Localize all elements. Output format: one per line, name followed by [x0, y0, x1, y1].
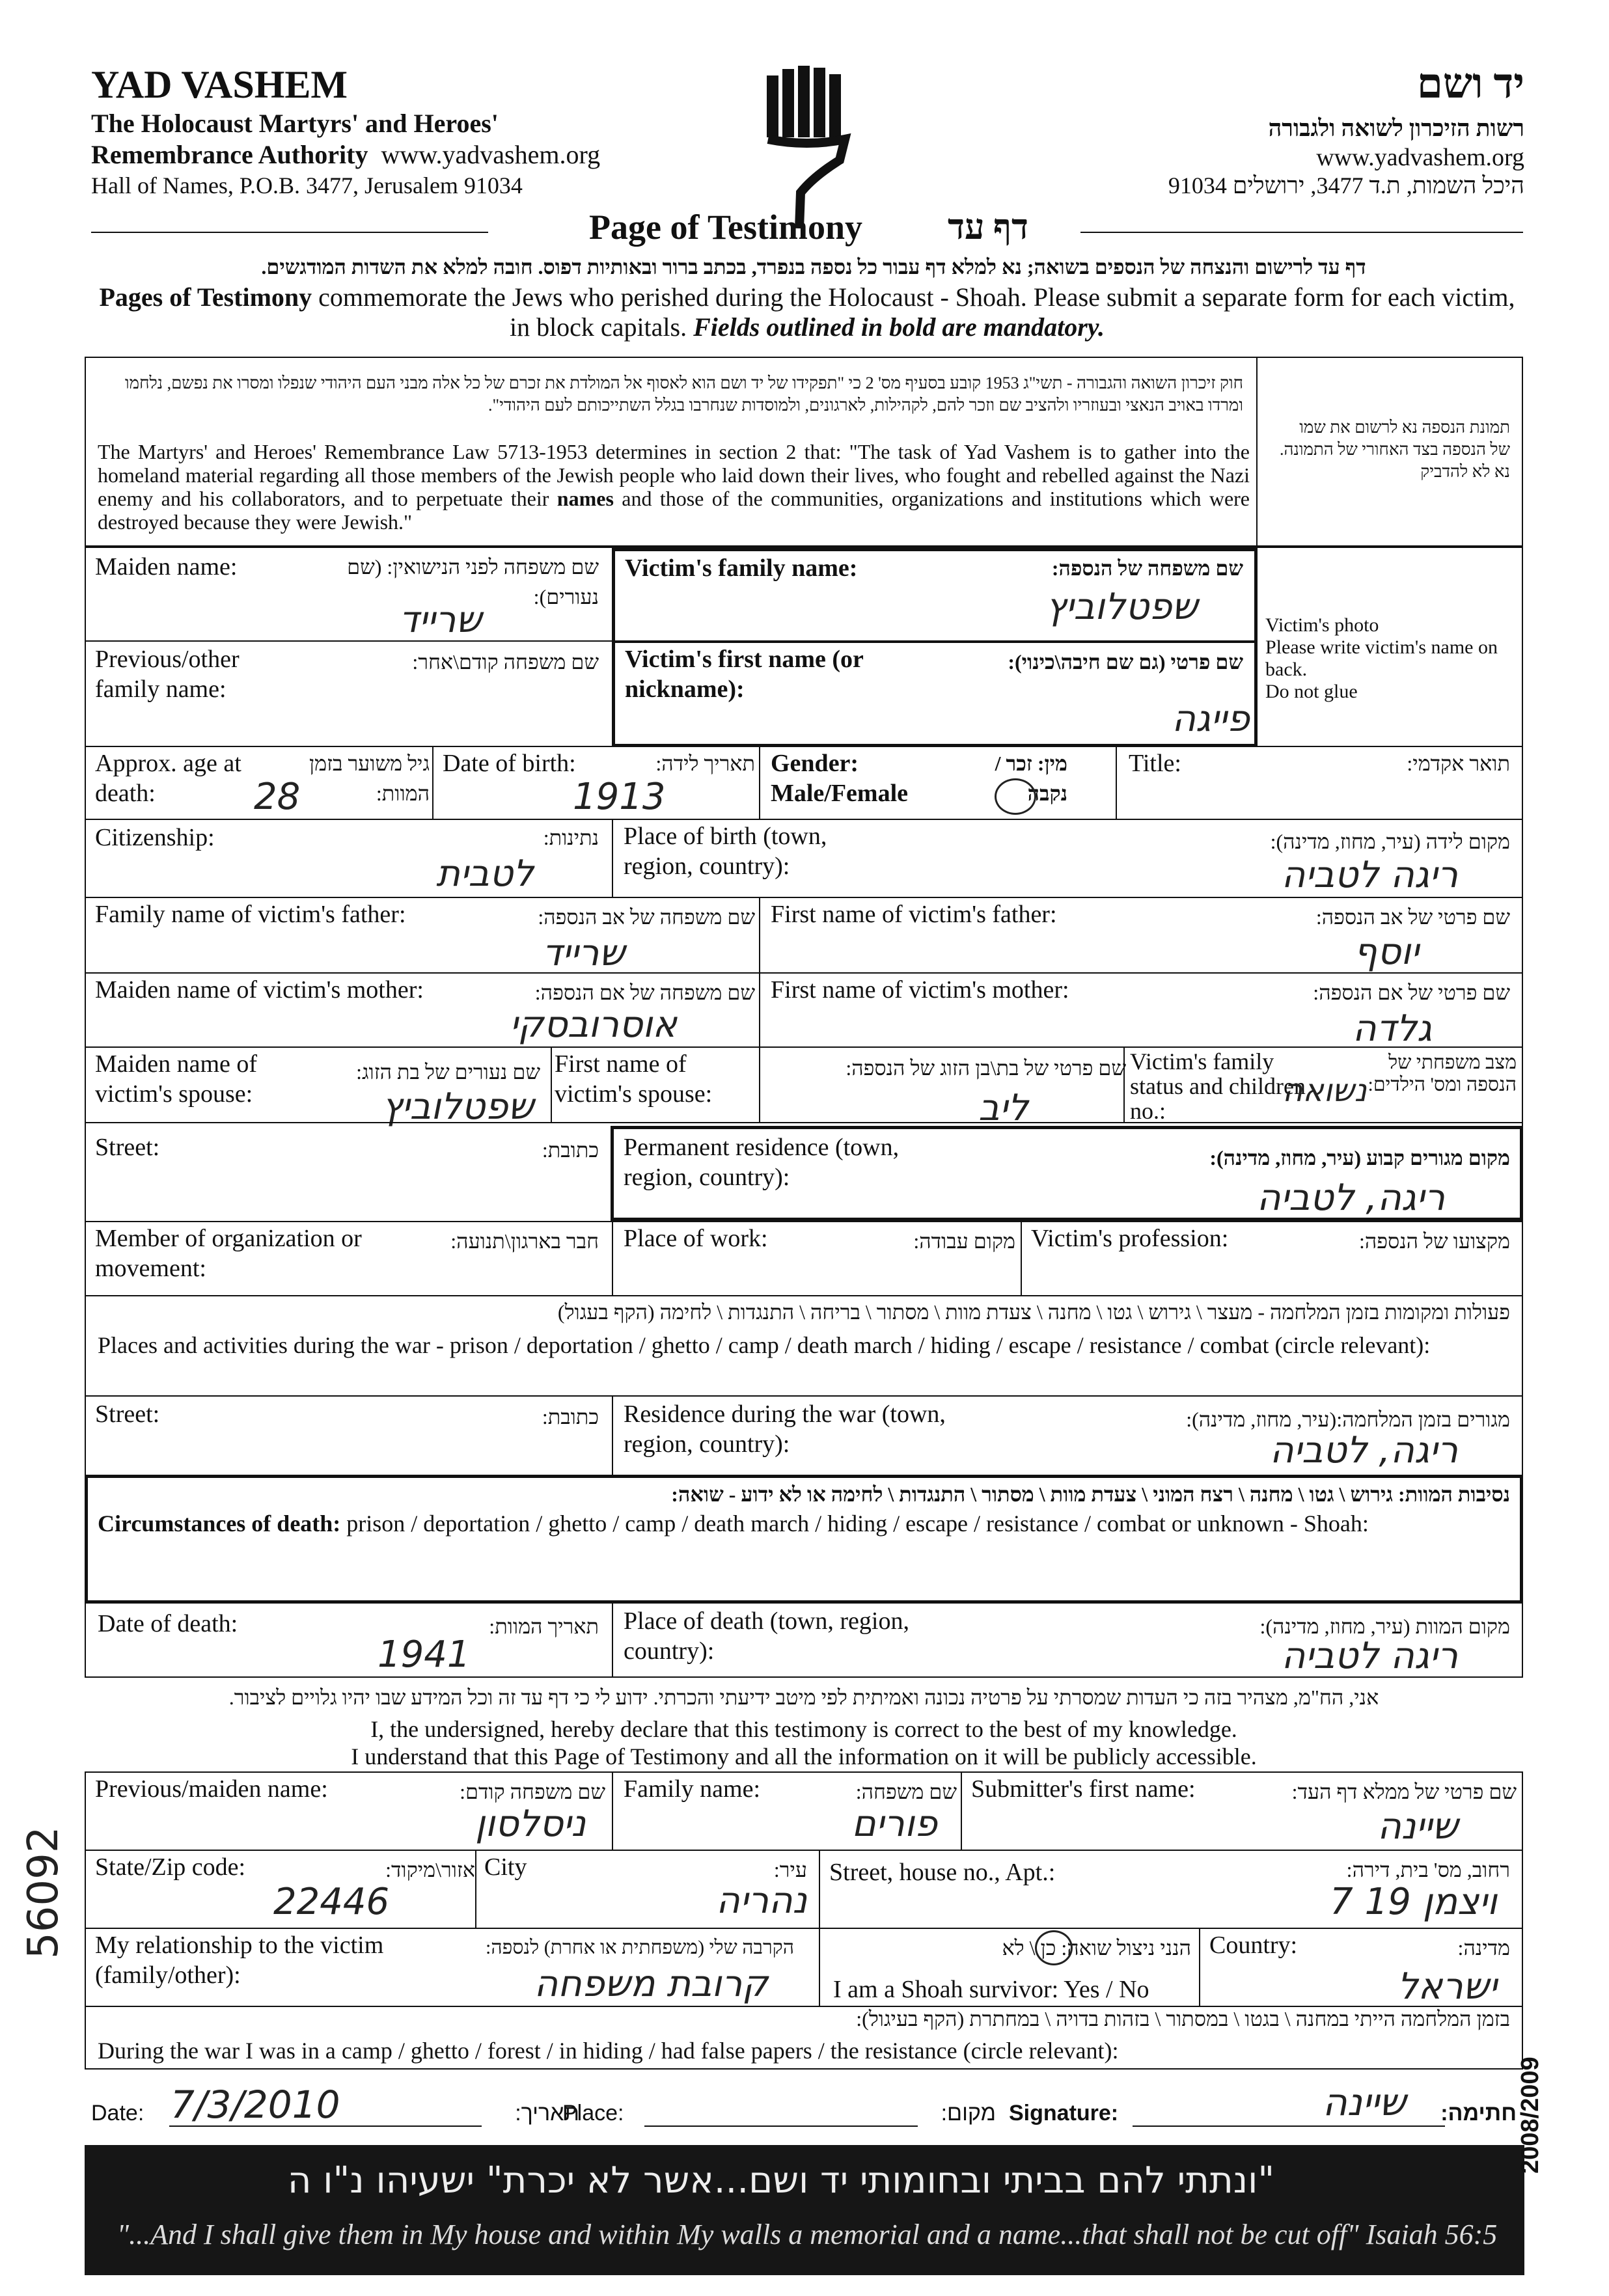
- declaration-en-2: I understand that this Page of Testimony and all the information on it will be publicly accessible.: [351, 1743, 1257, 1770]
- city-value[interactable]: נהריה: [716, 1879, 807, 1922]
- law-en-body: The Martyrs' and Heroes' Remembrance Law 5713-1953 determines in section 2 that: "The task of Yad Vashem is to gather into the homeland material regarding all those members of the Jewish people who laid down their lives, who fought and rebelled against the Nazi enemy and his collaborators, and to perpetuate their: [98, 440, 1250, 510]
- birthplace-label-he: מקום לידה (עיר, מחוז, מדינה):: [1270, 830, 1510, 853]
- sub-row3-div-1: [819, 1928, 820, 2006]
- mother-maiden-value[interactable]: אוסרובסקי: [510, 1004, 677, 1046]
- dob-label: Date of birth:: [443, 750, 576, 777]
- zip-label-he: אזור\מיקוד:: [385, 1858, 475, 1881]
- relationship-value[interactable]: קרובת משפחה: [534, 1963, 768, 2005]
- survivor-circle-icon: [1035, 1930, 1073, 1965]
- street-label-he: כתובת:: [542, 1138, 599, 1162]
- death-place-label: Place of death (town, region, country):: [624, 1607, 909, 1665]
- country-value[interactable]: ישראל: [1397, 1965, 1497, 2008]
- first-name-value[interactable]: פייגה: [1172, 698, 1250, 740]
- row9-div-2: [1021, 1221, 1022, 1295]
- residence-label: Permanent residence (town, region, country):: [624, 1134, 900, 1191]
- activities-en: Places and activities during the war - prison / deportation / ghetto / camp / death march / hiding / escape / resistance / combat (circle relevant):: [98, 1332, 1431, 1358]
- circumstances-en-options: prison / deportation / ghetto / camp / death march / hiding / escape / resistance / combat or unknown - Shoah:: [340, 1510, 1369, 1537]
- row2-bottom: [85, 746, 1523, 747]
- maiden-name-label: Maiden name:: [95, 553, 238, 581]
- row9-bottom: [85, 1295, 1523, 1296]
- intro-en-bold: Pages of Testimony: [99, 282, 312, 312]
- date-value[interactable]: 7/3/2010: [171, 2083, 340, 2127]
- family-status-value[interactable]: נשואה: [1282, 1073, 1367, 1109]
- sub-row1-div-2: [961, 1771, 962, 1850]
- death-place-value[interactable]: ריגה לטביה: [1281, 1635, 1458, 1677]
- birthplace-value[interactable]: ריגה לטביה: [1281, 854, 1458, 896]
- family-name-label-he: שם משפחה של הנספה:: [1051, 556, 1243, 580]
- intro-en: [91, 282, 1523, 342]
- title-label-he: תואר אקדמי:: [1407, 752, 1510, 775]
- submitter-prev-label-he: שם משפחה קודם:: [460, 1780, 605, 1803]
- page-title-en: Page of Testimony: [589, 208, 863, 247]
- death-date-label: Date of death:: [98, 1610, 238, 1637]
- workplace-label-he: מקום עבודה:: [913, 1229, 1015, 1253]
- age-label-he: גיל משוער בזמן המוות:: [309, 752, 430, 805]
- row6-bottom: [85, 1046, 1523, 1048]
- org-subtitle-he: רשות הזיכרון לשואה ולגבורה: [1268, 115, 1524, 141]
- citizenship-label-he: נתינות:: [543, 826, 599, 849]
- spouse-maiden-label-he: שם נעורים של בת הזוג:: [356, 1060, 540, 1084]
- org-authority: Remembrance Authority: [91, 140, 368, 169]
- declaration-he: אני, הח"מ, מצהיר בזה כי העדות שמסרתי על פרטיה נכונה ואמיתית לפי מיטב ידיעתי והכרתי. ידוע לי כי דף עד זה וכל המידע שבו יהיו גלויים לציבור.: [228, 1686, 1379, 1709]
- street-label: Street:: [95, 1134, 160, 1161]
- law-he: חוק זיכרון השואה והגבורה - תשי"ג 1953 קובע בסעיף מס' 2 כי "תפקידו של יד ושם הוא לאסוף אל המולדת את זכרם של כל אלה מבני העם היהודי שנפלו ומסרו את נפשם, נלחמו ומרדו באויב הנאצי ובעוזריו ולהציב שם וזכר להם, לקהילות, לארגונים, ולמוסדות שנחרבו בגלל השתייכותם לעם היהודי".: [125, 374, 1243, 415]
- family-name-label: Victim's family name:: [625, 554, 858, 582]
- age-value[interactable]: 28: [254, 776, 301, 818]
- mother-maiden-label-he: שם משפחה של אם הנספה:: [534, 981, 755, 1004]
- father-first-label-he: שם פרטי של אב הנספה:: [1315, 905, 1510, 929]
- page-title-he: דף עד: [948, 208, 1028, 247]
- submitter-war-en: During the war I was in a camp / ghetto / forest / in hiding / had false papers / the resistance (circle relevant):: [98, 2038, 1119, 2064]
- intro-he: דף עד לרישום והנצחה של הנספים בשואה; נא למלא דף עבור כל נספה בנפרד, בכתב ברור ובאותיות דפוס. חובה למלא את השדות המודגשים.: [261, 255, 1366, 279]
- sub-row2-div-1: [475, 1850, 476, 1928]
- profession-label-he: מקצועו של הנספה:: [1358, 1229, 1510, 1253]
- footer-quote-he: "ונתתי להם בביתי ובחומותי יד ושם...אשר לא יכרת" ישעיהו נ"ו ה: [287, 2159, 1275, 2202]
- photo-label: Victim's photo: [1265, 614, 1379, 636]
- title-label: Title:: [1129, 750, 1181, 777]
- family-status-label-he: מצב משפחתי של הנספה ומס' הילדים:: [1368, 1052, 1517, 1095]
- organization-label-he: חבר בארגון\תנועה:: [450, 1229, 599, 1253]
- profession-label: Victim's profession:: [1031, 1225, 1229, 1252]
- row3-bottom: [85, 819, 1523, 820]
- death-date-label-he: תאריך המוות:: [489, 1615, 599, 1638]
- mother-first-value[interactable]: גלדה: [1352, 1007, 1432, 1050]
- declaration-en-1: I, the undersigned, hereby declare that this testimony is correct to the best of my knowledge.: [370, 1716, 1237, 1742]
- signature-underline: [1133, 2125, 1445, 2127]
- submitter-first-label-he: שם פרטי של ממלא דף העד:: [1291, 1780, 1517, 1803]
- row11-div: [612, 1395, 613, 1475]
- sub-row1-div-1: [612, 1771, 613, 1850]
- submitter-first-value[interactable]: שיינה: [1377, 1805, 1458, 1848]
- photo-write-name: Please write victim's name on back.: [1265, 636, 1498, 680]
- family-name-value[interactable]: שפטלוביץ: [1045, 586, 1198, 628]
- zip-label: State/Zip code:: [95, 1853, 246, 1881]
- photo-no-glue: Do not glue: [1265, 681, 1358, 702]
- date-label-he: תאריך:: [515, 2101, 579, 2125]
- row4-div: [612, 819, 613, 897]
- father-first-label: First name of victim's father:: [771, 901, 1057, 928]
- birthplace-label: Place of birth (town, region, country):: [624, 823, 827, 880]
- war-residence-value[interactable]: ריגה, לטביה: [1269, 1429, 1458, 1471]
- place-label-he: מקום:: [941, 2101, 996, 2125]
- row10-bottom: [85, 1395, 1523, 1397]
- father-first-value[interactable]: יוסף: [1354, 931, 1419, 973]
- circumstances-he: נסיבות המוות: גירוש \ גטו \ מחנה \ רצח המוני \ צעדת מוות \ מסתור \ התנגדות \ לחימה או לא ידוע - שואה:: [671, 1483, 1510, 1506]
- submitter-family-label: Family name:: [624, 1775, 761, 1803]
- row1-bottom-left: [85, 640, 618, 642]
- dob-label-he: תאריך לידה:: [655, 752, 755, 775]
- previous-name-label: Previous/other family name:: [95, 646, 240, 703]
- mother-first-label-he: שם פרטי של אם הנספה:: [1313, 981, 1510, 1004]
- sub-row2-div-2: [819, 1850, 820, 1928]
- submitter-war-he: בזמן המלחמה הייתי במחנה \ בגטו \ במסתור \ בזהות בדויה \ במחתרת (הקף בעיגול):: [856, 2007, 1510, 2030]
- city-label: City: [484, 1853, 527, 1881]
- circumstances-en: [98, 1510, 1517, 1537]
- row7-div-1: [551, 1046, 552, 1122]
- organization-label: Member of organization or movement:: [95, 1225, 362, 1282]
- org-url: www.yadvashem.org: [381, 140, 601, 169]
- survivor-label-he: הנני ניצול שואה: כן \ לא: [1002, 1936, 1191, 1960]
- org-address: Hall of Names, P.O.B. 3477, Jerusalem 91034: [91, 172, 523, 198]
- mother-first-label: First name of victim's mother:: [771, 976, 1069, 1004]
- header-rule-left: [91, 232, 488, 233]
- signature-value[interactable]: שיינה: [1322, 2080, 1406, 2124]
- war-street-label-he: כתובת:: [542, 1405, 599, 1428]
- spouse-maiden-value[interactable]: שפטלוביץ: [381, 1086, 534, 1128]
- sub-row3-div-2: [1199, 1928, 1200, 2006]
- submitter-prev-value[interactable]: ניסלסון: [475, 1803, 586, 1845]
- law-en: [98, 440, 1250, 534]
- submitter-family-label-he: שם משפחה:: [855, 1780, 957, 1803]
- dob-value[interactable]: 1913: [573, 776, 666, 818]
- row4-bottom: [85, 897, 1523, 898]
- spouse-first-label-he: שם פרטי של בת\בן הזוג של הנספה:: [846, 1056, 1126, 1080]
- row3-div-2: [759, 746, 760, 819]
- relationship-label-he: הקרבה שלי (משפחתית או אחרת) לנספה:: [486, 1937, 794, 1958]
- workplace-label: Place of work:: [624, 1225, 768, 1252]
- org-name-en: YAD VASHEM: [91, 63, 348, 106]
- country-label: Country:: [1209, 1932, 1298, 1959]
- sub-row2-bottom: [85, 1928, 1523, 1929]
- maiden-name-label-he: שם משפחה לפני הנישואין: (שם נעורים):: [347, 555, 599, 608]
- row3-div-1: [432, 746, 433, 819]
- zip-value[interactable]: 22446: [273, 1881, 390, 1923]
- residence-label-he: מקום מגורים קבוע (עיר, מחוז, מדינה):: [1209, 1146, 1510, 1169]
- death-place-label-he: מקום המוות (עיר, מחוז, מדינה):: [1259, 1615, 1510, 1638]
- law-en-end: and those of the communities, organizations and institutions which were destroyed because they were Jewish.": [98, 487, 1250, 534]
- submitter-prev-label: Previous/maiden name:: [95, 1775, 328, 1803]
- footer-quote-en: "...And I shall give them in My house and within My walls a memorial and a name...that shall not be cut off" Isaiah 56:5: [117, 2219, 1498, 2250]
- war-street-label: Street:: [95, 1401, 160, 1428]
- yad-vashem-logo-icon: [762, 62, 853, 232]
- father-family-label-he: שם משפחה של אב הנספה:: [538, 905, 755, 929]
- circumstances-en-label: Circumstances of death:: [98, 1510, 341, 1537]
- org-subtitle-1: The Holocaust Martyrs' and Heroes': [91, 109, 499, 138]
- first-name-label: Victim's first name (or nickname):: [625, 646, 864, 703]
- address-label-he: רחוב, מס' בית, דירה:: [1346, 1858, 1510, 1881]
- archive-stamp-number: 56092: [20, 1826, 68, 1959]
- submitter-family-value[interactable]: פורים: [851, 1803, 937, 1845]
- victim-box-divider: [613, 640, 1256, 643]
- submitter-first-label: Submitter's first name:: [971, 1775, 1196, 1803]
- address-value[interactable]: ויצמן 19 7: [1330, 1881, 1497, 1923]
- father-family-value[interactable]: שרייד: [542, 932, 625, 974]
- place-label: Place:: [562, 2101, 624, 2125]
- row13-div: [612, 1604, 613, 1678]
- address-label: Street, house no., Apt.:: [829, 1859, 1056, 1886]
- residence-value[interactable]: ריגה, לטביה: [1256, 1177, 1445, 1219]
- father-family-label: Family name of victim's father:: [95, 901, 406, 928]
- law-en-names: names: [557, 487, 614, 510]
- row8-bottom: [85, 1221, 1523, 1222]
- previous-name-label-he: שם משפחה קודם\אחר:: [412, 650, 599, 674]
- sub-row1-bottom: [85, 1850, 1523, 1851]
- row3-div-3: [1116, 746, 1117, 819]
- row5-bottom: [85, 972, 1523, 974]
- spouse-first-label: First name of victim's spouse:: [555, 1050, 713, 1108]
- death-date-value[interactable]: 1941: [378, 1633, 471, 1676]
- photo-instructions-he: תמונת הנספה נא לרשום את שמו של הנספה בצד האחורי של התמונה. נא לא להדביק: [1279, 418, 1510, 481]
- signature-label-he: חתימה:: [1440, 2101, 1517, 2125]
- org-name-he: יד ושם: [1416, 61, 1524, 107]
- citizenship-label: Citizenship:: [95, 824, 215, 851]
- war-residence-label-he: מגורים בזמן המלחמה:(עיר, מחוז, מדינה):: [1186, 1408, 1510, 1431]
- row7-bottom: [85, 1122, 1523, 1123]
- family-status-label: Victim's family status and children no.:: [1130, 1048, 1306, 1124]
- date-underline: [169, 2125, 482, 2127]
- intro-en-mandatory: Fields outlined in bold are mandatory.: [693, 312, 1105, 342]
- citizenship-value[interactable]: לטבית: [436, 853, 534, 895]
- org-url-he: www.yadvashem.org: [1316, 144, 1524, 171]
- war-residence-label: Residence during the war (town, region, country):: [624, 1401, 946, 1458]
- spouse-maiden-label: Maiden name of victim's spouse:: [95, 1050, 258, 1108]
- spouse-first-value[interactable]: ליב: [978, 1087, 1028, 1129]
- row7-div-2: [1123, 1046, 1125, 1122]
- relationship-label: My relationship to the victim (family/other):: [95, 1932, 384, 1989]
- age-label-text: Approx. age at death:: [95, 750, 241, 807]
- first-name-label-he: שם פרטי (גם שם חיבה\כינוי):: [1008, 650, 1243, 674]
- gender-label-he: מין: זכר / נקבה: [995, 752, 1067, 805]
- gender-circle-icon: [995, 778, 1036, 815]
- signature-label: Signature:: [1009, 2101, 1119, 2125]
- maiden-name-value[interactable]: שרייד: [399, 599, 482, 641]
- place-underline: [644, 2125, 918, 2127]
- intro-en-body: commemorate the Jews who perished during the Holocaust - Shoah. Please submit a separate form for each victim, in block capitals.: [312, 282, 1515, 342]
- activities-he: פעולות ומקומות בזמן המלחמה - מעצר \ גירוש \ גטו \ מחנה \ צעדת מוות \ מסתור \ בריחה \ התנגדות \ לחימה (הקף בעגול): [557, 1300, 1510, 1324]
- country-label-he: מדינה:: [1457, 1936, 1510, 1960]
- row5-div: [759, 897, 760, 1122]
- row9-div-1: [612, 1221, 613, 1295]
- header-rule-right: [1080, 232, 1523, 233]
- org-subtitle-2: [91, 139, 600, 170]
- org-address-he: היכל השמות, ת.ד 3477, ירושלים 91034: [1168, 172, 1524, 198]
- form-number: 2008/2009: [1517, 2057, 1544, 2174]
- city-label-he: עיר:: [773, 1858, 807, 1881]
- mother-maiden-label: Maiden name of victim's mother:: [95, 976, 424, 1004]
- date-label: Date:: [91, 2101, 144, 2125]
- age-label: [95, 748, 264, 808]
- survivor-label: I am a Shoah survivor: Yes / No: [833, 1976, 1149, 2003]
- gender-label: Gender: Male/Female: [771, 750, 909, 807]
